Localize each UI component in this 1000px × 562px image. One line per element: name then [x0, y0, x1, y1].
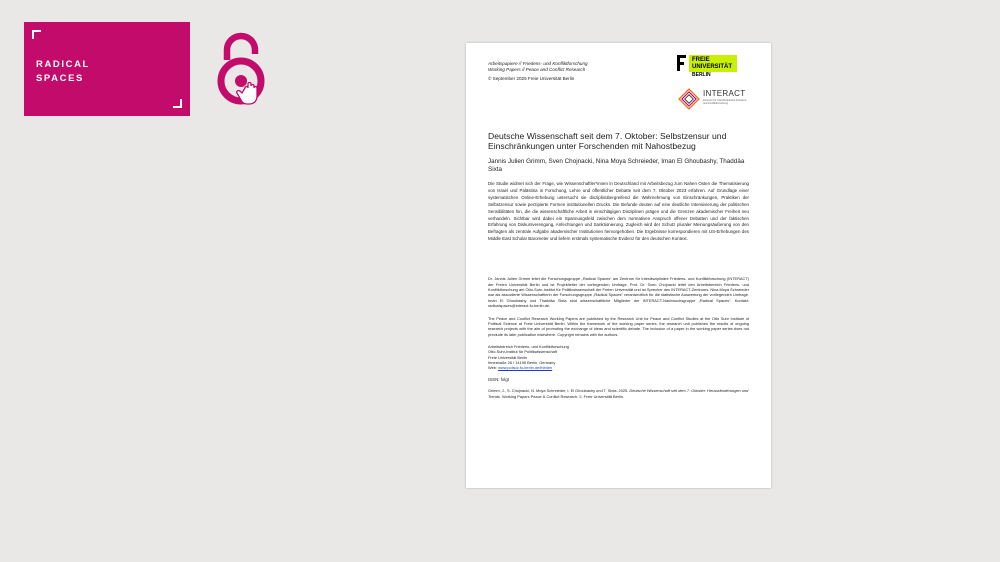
fu-logo-line-1: FREIE	[692, 57, 710, 63]
web-label: Web:	[488, 365, 499, 371]
address-line-3: Freie Universität Berlin	[488, 354, 528, 360]
fu-berlin-logo	[677, 55, 749, 83]
fu-logo-line-2: UNIVERSITÄT	[692, 63, 733, 70]
paper-abstract: Die Studie widmet sich der Frage, wie Wissenschaftler*innen in Deutschland mit Arbeitsbezug zum Nahen Osten die Thematisierung von Israel und Palästina in Forschung, Lehre und öffentlicher Debatte seit dem 7. Oktober 2023 erfahren. Auf Grundlage einer systematischen Online-Erhebung untersucht sie disziplinübergreifend die Wahrnehmung von Einschränkungen, Praktiken der Selbstzensur sowie perzipierte Formen institutionellen Drucks. Die Befunde deuten auf eine deutliche Intensivierung der politischen Sensibilitäten hin, die die wissenschaftliche Arbeit in einschlägigen Disziplinen prägen und die Grenzen akademischer Freiheit neu verhandeln. Sichtbar wird dabei ein Spannungsfeld zwischen dem normativen Anspruch offener Debatten und der faktischen Erfahrung von Diskursverengung, Anfechtungen und Sanktionierung. Zugleich wird der Schutz pluraler Meinungsäußerung von den Befragten als zentrale Aufgabe akademischer Institutionen hervorgehoben. Die Ergebnisse korrespondieren mit US-Erhebungen des Middle East Scholar Barometer und liefern erstmals systematische Evidenz für den deutschen Kontext.	[488, 181, 749, 242]
series-line-2: Working Papers // Peace and Conflict Research	[488, 67, 586, 72]
interact-logo	[677, 87, 747, 115]
fu-logo-line-3: BERLIN	[692, 72, 711, 78]
web-link[interactable]: www.polsoz.fu-berlin.de/frieden	[498, 365, 553, 371]
citation	[488, 388, 749, 399]
logo-line-1: RADICAL	[36, 59, 90, 70]
interact-subtitle: Zentrum für Interdisziplinäre Friedens- und Konfliktforschung	[703, 99, 747, 106]
logo-text	[36, 58, 90, 86]
address-line-1: Arbeitsbereich Friedens- und Konfliktforschung	[488, 344, 569, 350]
address-line-2: Otto-Suhr-Institut für Politikwissenschaft	[488, 349, 557, 355]
publisher-address	[488, 344, 749, 370]
interact-name: INTERACT	[703, 89, 746, 98]
citation-title: Deutsche Wissenschaft seit dem 7. Oktober: Herausforderungen und Trends.	[488, 388, 749, 399]
address-line-4: Ihnestraße 26 / 14195 Berlin, Germany	[488, 359, 556, 365]
paper-authors: Jannis Julien Grimm, Sven Chojnacki, Nina Moya Schreieder, Iman El Ghoubashy, Thaddäa Sixta	[488, 158, 745, 173]
logo-line-2: SPACES	[36, 73, 84, 84]
document-header	[488, 57, 749, 123]
logo-corner-top-left	[32, 30, 41, 39]
citation-authors: Grimm, J., S. Chojnacki, N. Moya Schreieder, I. El Ghoubashy und T. Sixta. 2025.	[488, 388, 630, 394]
series-title	[488, 61, 638, 73]
author-note: Dr. Jannis Julien Grimm leitet die Forschungsgruppe „Radical Spaces“ am Zentrum für Interdisziplinäre Friedens- und Konfliktforschung (INTERACT) der Freien Universität Berlin und ist Projektleiter der vorliegenden Umfrage. Prof. Dr. Sven Chojnacki leitet den Arbeitsbereich Friedens- und Konfliktforschung am Otto-Suhr-Institut für Politikwissenschaft der Freien Universität und ist Sprecher des INTERACT-Zentrums. Nina Moya Schreieder war als assoziierte Wissenschaftlerin der Forschungsgruppe „Radical Spaces“ verantwortlich für die statistische Auswertung der vorliegenden Umfrage. Iman El Ghoubashy und Thaddäa Sixta sind wissenschaftliche Mitglieder der INTERACT-Nachwuchsgruppe „Radical Spaces“. Kontakt: radicalspaces@interact.fu-berlin.de.	[488, 276, 749, 309]
interact-diamond-icon	[677, 87, 701, 111]
radical-spaces-logo[interactable]	[24, 22, 190, 116]
copyright-date: © September 2025 Freie Universität Berlin	[488, 76, 575, 81]
issn: ISSN: folgt	[488, 377, 509, 383]
series-line-1: Arbeitspapiere // Friedens- und Konfliktforschung	[488, 61, 588, 66]
paper-title: Deutsche Wissenschaft seit dem 7. Oktober: Selbstzensur und Einschränkungen unter Forschenden mit Nahostbezug	[488, 131, 727, 151]
open-access-lock-icon	[215, 30, 267, 106]
logo-corner-bottom-right	[173, 99, 182, 108]
document-page	[466, 43, 771, 488]
web-line	[488, 365, 749, 370]
series-note: The Peace and Conflict Research Working Papers are published by the Research Unit for Peace and Conflict Studies at the Otto Suhr Institute of Political Science at Freie Universität Berlin. Within the framework of the working paper series, the research unit publishes the results of ongoing research projects with the aim of promoting the exchange of ideas and scientific debate. The inclusion of a paper in the working paper series does not preclude its later publication elsewhere. Copyright remains with the authors.	[488, 315, 749, 337]
fu-logo-box	[689, 55, 737, 72]
citation-source: Working Papers Peace & Conflict Research, 2, Freie Universität Berlin.	[500, 393, 625, 399]
